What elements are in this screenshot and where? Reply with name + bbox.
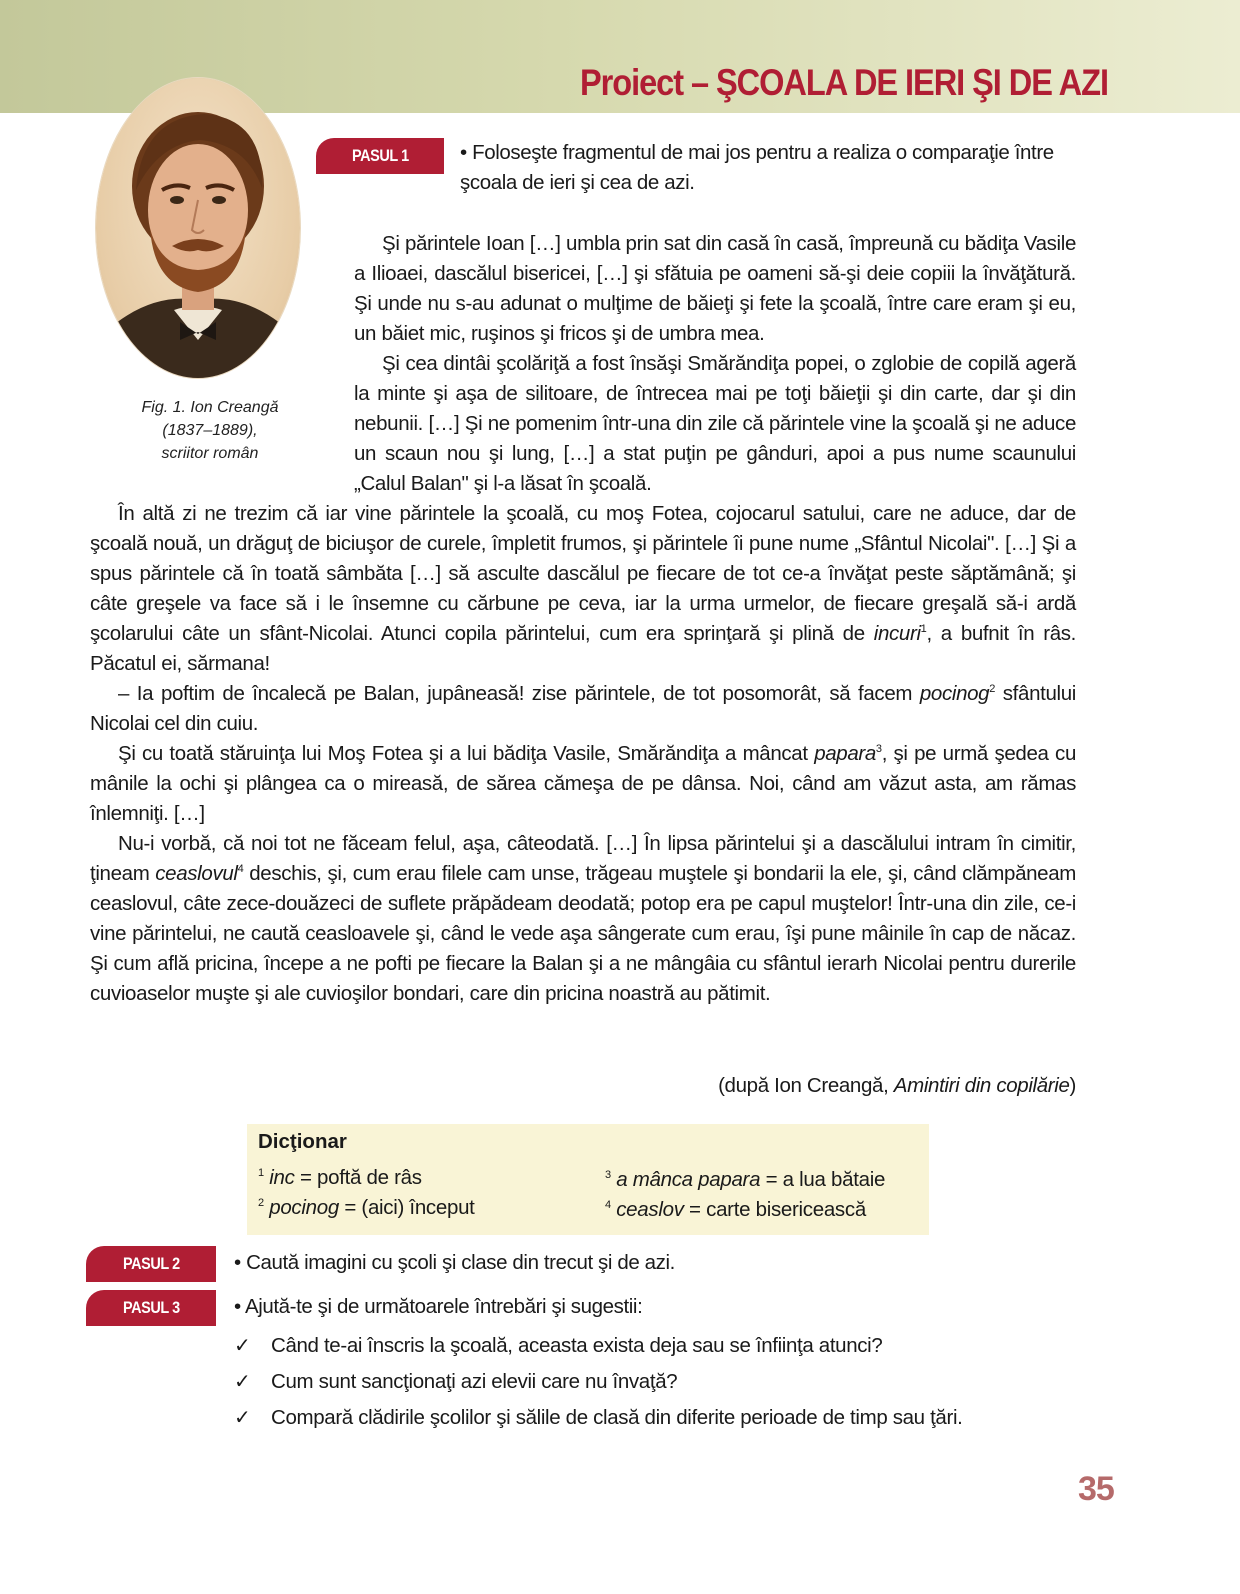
checkmark-icon: ✓	[234, 1335, 251, 1357]
dictionary-entry: $^2$ pocinog = (aici) început	[258, 1196, 475, 1219]
portrait-image	[96, 78, 300, 378]
excerpt-paragraph: În altă zi ne trezim că iar vine părintele la şcoală, cu moş Fotea, cojocarul satului, care ne aduce, dar de şcoală nouă, un drăguţ de biciuşor de curele, împletit frumos, şi părintele îi pune nume „Sfântul Nicolai". […] Şi a spus părintele că în toată sâmbăta […] să asculte dascălul pe fiecare de tot ce-a învăţat peste săptămână; şi câte greşele va face să i le însemne cu cărbune pe ceva, iar la urma urmelor, de fiecare greşală să-i ardă şcolarului câte un sfânt-Nicolai. Atunci copila părintelui, cum era sprinţară şi plină de incuri$^1$, a bufnit în râs. Păcatul ei, sărmana!	[90, 502, 1076, 675]
excerpt-paragraph: – Ia poftim de încalecă pe Balan, jupâneasă! zise părintele, de tot posomorât, să facem pocinog$^2$ sfântului Nicolai cel din cuiu.	[90, 682, 1076, 735]
dictionary-title: Dicţionar	[258, 1130, 347, 1153]
figure-caption	[112, 396, 308, 465]
question-list	[234, 1328, 1114, 1436]
question-item: ✓ Când te-ai înscris la şcoală, aceasta exista deja sau se înfiinţa atunci?	[234, 1328, 1114, 1364]
caption-line: Fig. 1. Ion Creangă	[141, 399, 279, 416]
dictionary-entry: $^1$ inc = poftă de râs	[258, 1166, 422, 1189]
step-2-instruction: • Caută imagini cu şcoli şi clase din trecut şi de azi.	[234, 1251, 675, 1274]
excerpt-bottom	[90, 499, 1076, 1009]
excerpt-paragraph: Şi cea dintâi şcolăriţă a fost însăşi Smărăndiţa popei, o zglobie de copilă ageră la minte şi aşa de silitoare, de întrecea mai pe toţi băieţii şi din carte, dar şi din nebunii. […] Şi ne pomenim într-una din zile că părintele vine la şcoală şi ne aduce un scaun nou şi lung, […] a stat puţin pe gânduri, apoi a pus nume scaunului „Calul Balan" şi l-a lăsat în şcoală.	[354, 352, 1076, 495]
excerpt-paragraph: Şi părintele Ioan […] umbla prin sat din casă în casă, împreună cu bădiţa Vasile a Ilioaei, dascălul bisericei, […] şi sfătuia pe oameni să-şi deie copiii la învăţătură. Şi unde nu s-au adunat o mulţime de băieţi şi fete la şcoală, între care eram şi eu, un băiet mic, ruşinos şi fricos şi de umbra mea.	[354, 232, 1076, 345]
caption-line: scriitor român	[161, 445, 259, 462]
excerpt-paragraph: Şi cu toată stăruinţa lui Moş Fotea şi a lui bădiţa Vasile, Smărăndiţa a mâncat papara$^3$, şi pe urmă şedea cu mânile la ochi şi plângea ca o mireasă, de sărea cămeşa de pe dânsa. Noi, când am văzut asta, am rămas înlemniţi. […]	[90, 742, 1076, 825]
checkmark-icon: ✓	[234, 1407, 251, 1429]
step-badge-2: PASUL 2	[86, 1246, 216, 1282]
checkmark-icon: ✓	[234, 1371, 251, 1393]
question-item: ✓ Compară clădirile şcolilor şi sălile de clasă din diferite perioade de timp sau ţări.	[234, 1400, 1114, 1436]
step-1-instruction: • Foloseşte fragmentul de mai jos pentru a realiza o comparaţie între şcoala de ieri şi cea de azi.	[460, 141, 1054, 194]
step-badge-3: PASUL 3	[86, 1290, 216, 1326]
excerpt-paragraph: Nu-i vorbă, că noi tot ne făceam felul, aşa, câteodată. […] În lipsa părintelui şi a dascălului intram în cimitir, ţineam ceaslovul$^4$ deschis, şi, cum erau filele cam unse, trăgeau muştele şi bondarii la ele, şi, când clămpăneam ceaslovul, câte zece-douăzeci de suflete prăpădeam deodată; potop era pe capul muştelor! Într-una din zile, ce-i vine părintelui, ne caută ceasloavele şi, când le vede aşa sângerate cum erau, îşi pune mâinile în cap de năcaz. Şi cum află pricina, începe a ne pofti pe fiecare la Balan şi a ne mângâia cu sfântul ierarh Nicolai pentru durerile cuvioaselor muşte şi ale cuvioşilor bondari, care din pricina noastră au pătimit.	[90, 832, 1077, 1005]
excerpt-source: (după Ion Creangă, Amintiri din copilărie)	[718, 1074, 1076, 1097]
page-title: Proiect – ŞCOALA DE IERI ŞI DE AZI	[580, 62, 1108, 103]
excerpt-top	[354, 229, 1076, 499]
step-3-instruction: • Ajută-te şi de următoarele întrebări şi sugestii:	[234, 1295, 643, 1318]
dictionary-box	[247, 1124, 929, 1235]
portrait-illustration	[96, 78, 300, 378]
question-item: ✓ Cum sunt sancţionaţi azi elevii care nu învaţă?	[234, 1364, 1114, 1400]
dictionary-entry: $^3$ a mânca papara = a lua bătaie	[605, 1168, 886, 1191]
step-badge-1: PASUL 1	[316, 138, 444, 174]
page-number: 35	[1078, 1470, 1114, 1508]
dictionary-entry: $^4$ ceaslov = carte bisericească	[605, 1198, 866, 1221]
caption-line: (1837–1889),	[162, 422, 258, 439]
